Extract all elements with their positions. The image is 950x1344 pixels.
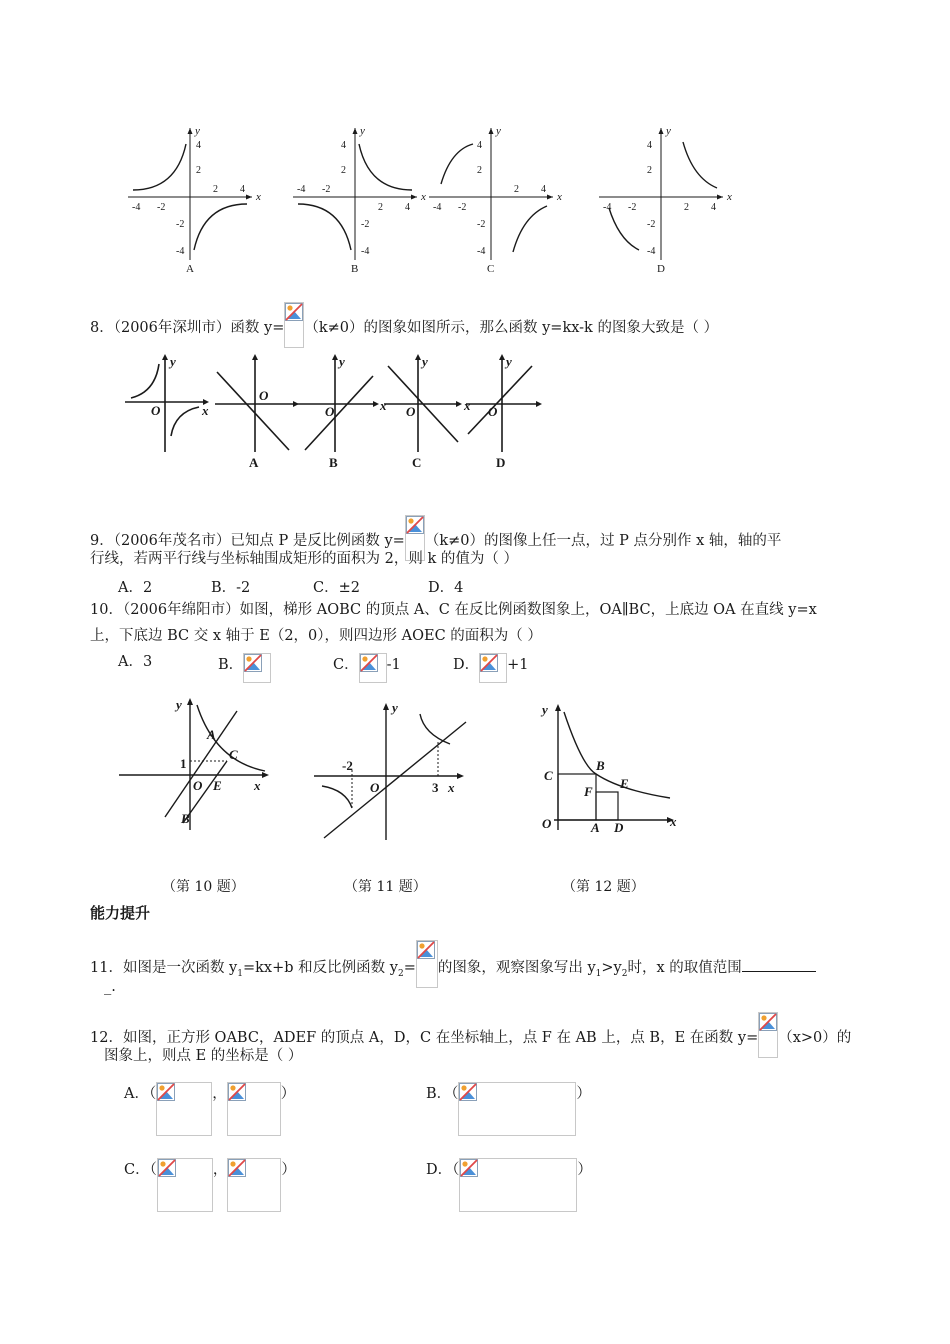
point-label: C	[229, 747, 238, 762]
q9-option-a: A．2	[118, 580, 153, 596]
origin-label: O	[151, 403, 161, 418]
q12-option-c: C．（ ， ）	[124, 1158, 296, 1212]
origin-label: O	[542, 816, 552, 831]
graph-d	[599, 125, 732, 275]
question-source: （2006年绵阳市）	[122, 602, 240, 618]
tick: -4	[132, 202, 141, 213]
x-label: x	[557, 191, 562, 203]
q11-line-2: _.	[104, 979, 116, 995]
tick: 4	[341, 140, 346, 151]
point-label: E	[620, 776, 629, 791]
q10-option-c: C． -1	[333, 653, 401, 683]
graph-label: D	[657, 263, 665, 275]
question-text: 如图，梯形 AOBC 的顶点 A、C 在反比例函数图象上，OA∥BC，上底边 OA 在直线 y=x	[239, 602, 817, 618]
y-label: y	[422, 354, 428, 369]
q11-line-1: 11．如图是一次函数 $y_1=kx+b$ 和反比例函数 $y_2=$ 的图象，观察图象写出 $y_1>y_2$时，x 的取值范围	[90, 940, 816, 988]
y-label: y	[176, 697, 182, 712]
x-label: x	[670, 814, 677, 829]
tick: 4	[711, 202, 716, 213]
point-label: D	[614, 820, 624, 835]
origin-label: O	[370, 780, 380, 795]
broken-image-icon	[228, 1159, 246, 1177]
tick: 4	[647, 140, 652, 151]
origin-label: O	[406, 404, 416, 419]
tick: -2	[322, 184, 331, 195]
option-label: B	[329, 455, 338, 470]
tick: -4	[176, 246, 185, 257]
broken-image-icon	[360, 654, 378, 672]
x-label: x	[254, 778, 261, 793]
point-label: C	[544, 768, 553, 783]
tick: 2	[477, 165, 482, 176]
tick: 2	[378, 202, 383, 213]
option-b-graph	[293, 354, 387, 470]
formula-image	[227, 1158, 281, 1212]
broken-image-icon	[759, 1013, 777, 1031]
question-text: 如图是一次函数 y	[122, 960, 238, 976]
q10-line-1	[90, 601, 817, 619]
q10-line-2: 上，下底边 BC 交 x 轴于 E（2，0），则四边形 AOEC 的面积为（ ）	[90, 628, 542, 644]
broken-image-icon	[228, 1083, 246, 1101]
tick-label: 3	[432, 780, 439, 795]
formula-image	[758, 1012, 778, 1058]
point-label: B	[596, 758, 605, 773]
tick: 2	[684, 202, 689, 213]
x-label: x	[727, 191, 732, 203]
y-label: y	[195, 125, 200, 137]
question-text: （k≠0）的图象如图所示，那么函数 y=kx-k 的图象大致是（ ）	[304, 320, 719, 336]
q12-option-d: D．（ ）	[426, 1158, 592, 1212]
fig12-caption: （第 12 题）	[562, 879, 645, 895]
question-number: 8．	[90, 320, 114, 336]
tick: -4	[603, 202, 612, 213]
tick: -2	[477, 219, 486, 230]
point-label: B	[181, 811, 190, 826]
answer-blank[interactable]	[742, 957, 816, 972]
q8-graphs	[120, 352, 550, 472]
tick: -4	[477, 246, 486, 257]
q9-option-c: C．±2	[313, 580, 360, 596]
broken-image-icon	[158, 1159, 176, 1177]
tick: -2	[458, 202, 467, 213]
q7-graphs	[115, 120, 745, 280]
point-label: A	[591, 820, 600, 835]
x-label: x	[448, 780, 455, 795]
q12-option-a: A．（ ， ）	[124, 1082, 295, 1136]
fig11-caption: （第 11 题）	[344, 879, 427, 895]
tick: 4	[240, 184, 245, 195]
origin-label: O	[193, 778, 203, 793]
option-label: D	[496, 455, 506, 470]
broken-image-icon	[417, 941, 435, 959]
tick: -2	[176, 219, 185, 230]
tick: -2	[157, 202, 166, 213]
option-c-graph	[384, 354, 471, 470]
question-text: （x>0）的	[778, 1030, 852, 1046]
given-graph	[125, 354, 209, 452]
question-number: 9．	[90, 533, 114, 549]
graph-label: C	[487, 263, 495, 275]
fig11	[310, 700, 470, 845]
question-text: 函数 y=	[230, 320, 285, 336]
formula-image	[157, 1158, 213, 1212]
graph-c	[429, 125, 562, 275]
point-label: A	[207, 727, 216, 742]
question-text: （k≠0）的图像上任一点，过 P 点分别作 x 轴，轴的平	[424, 533, 782, 549]
formula-image	[459, 1158, 577, 1212]
broken-image-icon	[459, 1083, 477, 1101]
q10-option-d: D． +1	[453, 653, 529, 683]
option-d-graph	[466, 354, 542, 470]
x-label: x	[380, 398, 387, 413]
formula-image	[156, 1082, 212, 1136]
tick: -4	[647, 246, 656, 257]
tick: -4	[433, 202, 442, 213]
tick: -4	[297, 184, 306, 195]
tick: 4	[477, 140, 482, 151]
broken-image-icon	[285, 303, 303, 321]
x-label: x	[256, 191, 261, 203]
tick: 2	[514, 184, 519, 195]
y-label: y	[339, 354, 345, 369]
y-label: y	[496, 125, 501, 137]
q12-option-b: B．（ ）	[426, 1082, 591, 1136]
origin-label: O	[325, 404, 335, 419]
q9-option-b: B．-2	[211, 580, 251, 596]
tick-label: 1	[180, 756, 187, 771]
graph-b	[293, 125, 426, 275]
formula-image	[284, 302, 304, 348]
option-label: A	[249, 455, 259, 470]
question-text: 如图，正方形 OABC，ADEF 的顶点 A，D，C 在坐标轴上，点 F 在 AB 上，点 B，E 在函数 y=	[122, 1030, 759, 1046]
origin-label: O	[259, 388, 269, 403]
broken-image-icon	[460, 1159, 478, 1177]
tick: 2	[647, 165, 652, 176]
x-label: x	[464, 398, 471, 413]
q9-line-2: 行线，若两平行线与坐标轴围成矩形的面积为 2，则 k 的值为（ ）	[90, 551, 518, 567]
y-label: y	[542, 702, 548, 717]
tick: -2	[361, 219, 370, 230]
tick: 4	[196, 140, 201, 151]
point-label: E	[213, 778, 222, 793]
origin-label: O	[488, 404, 498, 419]
question-text: 已知点 P 是反比例函数 y=	[230, 533, 405, 549]
formula-image	[479, 653, 507, 683]
tick: 2	[341, 165, 346, 176]
question-number: 10．	[90, 602, 123, 618]
formula-image	[227, 1082, 281, 1136]
fig12	[530, 700, 690, 840]
option-a-graph	[215, 354, 299, 470]
formula-image	[458, 1082, 576, 1136]
x-label: x	[421, 191, 426, 203]
broken-image-icon	[406, 516, 424, 534]
broken-image-icon	[157, 1083, 175, 1101]
formula-image	[416, 940, 438, 988]
tick: 2	[196, 165, 201, 176]
fig10-caption: （第 10 题）	[162, 879, 245, 895]
question-source: （2006年深圳市）	[113, 320, 231, 336]
tick: 4	[405, 202, 410, 213]
question-source: （2006年茂名市）	[113, 533, 231, 549]
q10-option-b: B．	[218, 653, 271, 683]
graph-label: A	[186, 263, 194, 275]
x-label: x	[202, 403, 209, 418]
tick: 2	[213, 184, 218, 195]
section-heading: 能力提升	[90, 904, 151, 922]
option-label: C	[412, 455, 422, 470]
broken-image-icon	[244, 654, 262, 672]
q9-option-d: D．4	[428, 580, 464, 596]
fig10	[115, 695, 275, 835]
q12-line-2: 图象上，则点 E 的坐标是（ ）	[104, 1048, 303, 1064]
question-number: 12．	[90, 1030, 123, 1046]
tick: -4	[361, 246, 370, 257]
point-label: F	[584, 784, 593, 799]
graph-label: B	[351, 263, 359, 275]
y-label: y	[506, 354, 512, 369]
y-label: y	[360, 125, 365, 137]
tick: -2	[647, 219, 656, 230]
tick: 4	[541, 184, 546, 195]
y-label: y	[170, 354, 176, 369]
formula-image	[243, 653, 271, 683]
question-number: 11．	[90, 960, 123, 976]
y-label: y	[666, 125, 671, 137]
formula-image	[359, 653, 387, 683]
graph-a	[128, 125, 261, 275]
y-label: y	[392, 700, 398, 715]
q10-option-a: A．3	[118, 654, 153, 670]
tick-label: -2	[342, 758, 353, 773]
tick: -2	[628, 202, 637, 213]
broken-image-icon	[480, 654, 498, 672]
q8-line	[90, 316, 718, 348]
